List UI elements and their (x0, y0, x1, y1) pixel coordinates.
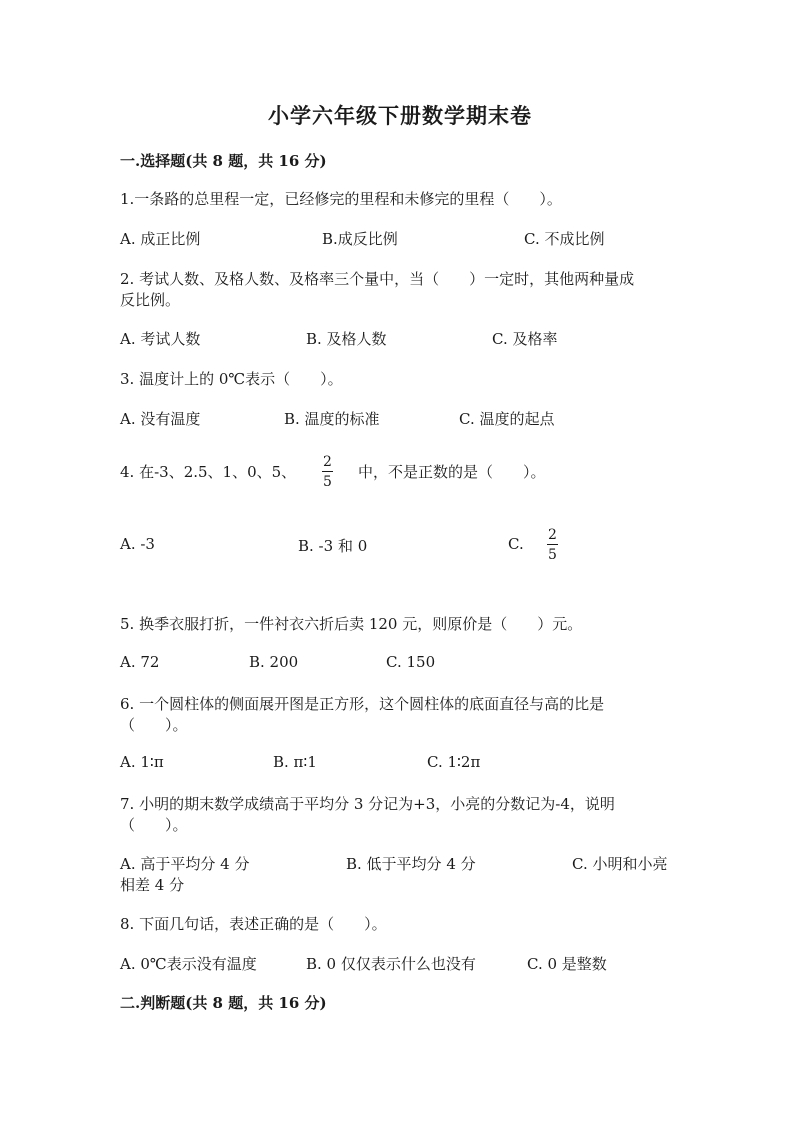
question-7-stem-line2: （ ）。 (120, 816, 188, 834)
question-7-option-c[interactable]: C. 小明和小亮 (572, 855, 668, 873)
question-6-option-b[interactable]: B. π∶1 (273, 753, 317, 771)
question-2-option-b[interactable]: B. 及格人数 (306, 330, 387, 348)
question-4-option-b[interactable]: B. -3 和 0 (298, 537, 368, 555)
question-8-stem: 8. 下面几句话，表述正确的是（ ）。 (120, 915, 387, 933)
question-8-option-a[interactable]: A. 0℃表示没有温度 (120, 955, 257, 973)
question-2-stem-line1: 2. 考试人数、及格人数、及格率三个量中，当（ ）一定时，其他两种量成 (120, 270, 635, 288)
question-2-option-a[interactable]: A. 考试人数 (120, 330, 201, 348)
question-5-stem: 5. 换季衣服打折，一件衬衣六折后卖 120 元，则原价是（ ）元。 (120, 615, 583, 633)
question-6-stem-line2: （ ）。 (120, 716, 188, 734)
question-2-stem-line2: 反比例。 (120, 291, 181, 309)
question-4-option-c-label: C. (508, 535, 524, 553)
question-1-option-c[interactable]: C. 不成比例 (524, 230, 605, 248)
question-7-stem-line1: 7. 小明的期末数学成绩高于平均分 3 分记为+3，小亮的分数记为-4，说明 (120, 795, 615, 813)
fraction-denominator: 5 (548, 547, 557, 563)
question-4-stem-start: 4. 在-3、2.5、1、0、5、 (120, 463, 297, 481)
question-7-option-a[interactable]: A. 高于平均分 4 分 (120, 855, 250, 873)
section-heading-judgement: 二.判断题(共 8 题，共 16 分) (120, 994, 327, 1012)
fraction-numerator: 2 (323, 454, 332, 470)
question-4-stem-end: 中，不是正数的是（ ）。 (358, 463, 546, 481)
question-8-option-c[interactable]: C. 0 是整数 (527, 955, 607, 973)
section-heading-choice: 一.选择题(共 8 题，共 16 分) (120, 152, 327, 170)
question-1-option-b[interactable]: B.成反比例 (322, 230, 398, 248)
question-6-option-c[interactable]: C. 1∶2π (427, 753, 481, 771)
fraction-numerator: 2 (548, 527, 557, 543)
question-3-option-a[interactable]: A. 没有温度 (120, 410, 201, 428)
question-3-stem: 3. 温度计上的 0℃表示（ ）。 (120, 370, 343, 388)
question-6-option-a[interactable]: A. 1∶π (120, 753, 164, 771)
page-title: 小学六年级下册数学期末卷 (268, 103, 532, 128)
question-5-option-b[interactable]: B. 200 (249, 653, 299, 671)
question-6-stem-line1: 6. 一个圆柱体的侧面展开图是正方形，这个圆柱体的底面直径与高的比是 (120, 695, 605, 713)
question-5-option-a[interactable]: A. 72 (120, 653, 160, 671)
question-8-option-b[interactable]: B. 0 仅仅表示什么也没有 (306, 955, 476, 973)
question-1-option-a[interactable]: A. 成正比例 (120, 230, 201, 248)
question-4-option-c-fraction (547, 528, 558, 562)
question-2-option-c[interactable]: C. 及格率 (492, 330, 558, 348)
question-7-option-b[interactable]: B. 低于平均分 4 分 (346, 855, 476, 873)
question-4-option-c[interactable] (508, 535, 524, 553)
question-5-option-c[interactable]: C. 150 (386, 653, 436, 671)
question-7-option-c-continued: 相差 4 分 (120, 876, 185, 894)
question-4-fraction (322, 455, 333, 489)
question-4-option-a[interactable]: A. -3 (120, 535, 155, 553)
question-3-option-c[interactable]: C. 温度的起点 (459, 410, 555, 428)
question-1-stem: 1.一条路的总里程一定，已经修完的里程和未修完的里程（ ）。 (120, 190, 562, 208)
fraction-denominator: 5 (323, 474, 332, 490)
question-3-option-b[interactable]: B. 温度的标准 (284, 410, 380, 428)
